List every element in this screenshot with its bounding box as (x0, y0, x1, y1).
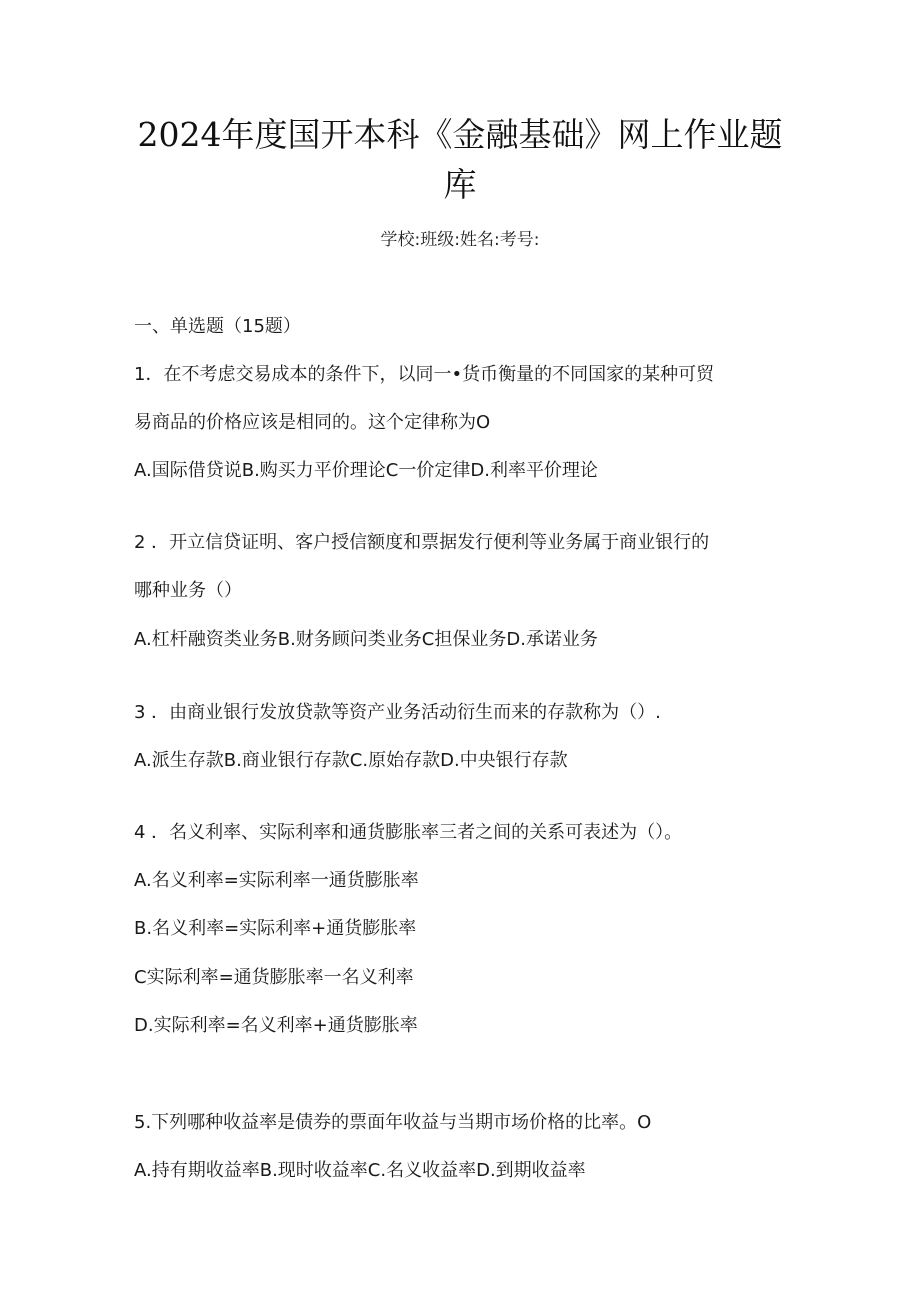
question-4-stem-line1: 4 ．名义利率、实际利率和通货膨胀率三者之间的关系可表述为（）。 (134, 822, 683, 843)
section-heading: 一、单选题（15题） (134, 316, 301, 337)
question-1-stem-line1: 1．在不考虑交易成本的条件下，以同一•货币衡量的不同国家的某种可贸 (134, 364, 715, 385)
question-3-options: A.派生存款B.商业银行存款C.原始存款D.中央银行存款 (134, 750, 568, 771)
question-4-option-a: A.名义利率=实际利率一通货膨胀率 (134, 870, 419, 891)
question-4-option-b: B.名义利率=实际利率+通货膨胀率 (134, 918, 417, 939)
question-5-options: A.持有期收益率B.现时收益率C.名义收益率D.到期收益率 (134, 1160, 586, 1181)
question-3-stem-line1: 3 ．由商业银行发放贷款等资产业务活动衍生而来的存款称为（）. (134, 702, 661, 723)
question-5-stem-line1: 5.下列哪种收益率是债券的票面年收益与当期市场价格的比率。O (134, 1112, 652, 1133)
question-1-options: A.国际借贷说B.购买力平价理论C一价定律D.利率平价理论 (134, 460, 598, 481)
question-2-stem-line1: 2 ．开立信贷证明、客户授信额度和票据发行便利等业务属于商业银行的 (134, 532, 710, 553)
question-2-stem-line2: 哪种业务（） (134, 580, 242, 601)
question-2-options: A.杠杆融资类业务B.财务顾问类业务C担保业务D.承诺业务 (134, 629, 598, 650)
question-4-option-c: C实际利率=通货膨胀率一名义利率 (134, 967, 414, 988)
document-title-line1: 2024年度国开本科《金融基础》网上作业题 (137, 115, 783, 154)
student-info-line: 学校:班级:姓名:考号: (380, 230, 540, 250)
question-4-option-d: D.实际利率=名义利率+通货膨胀率 (134, 1015, 418, 1036)
question-1-stem-line2: 易商品的价格应该是相同的。这个定律称为O (134, 412, 491, 433)
document-title-line2: 库 (443, 165, 477, 204)
